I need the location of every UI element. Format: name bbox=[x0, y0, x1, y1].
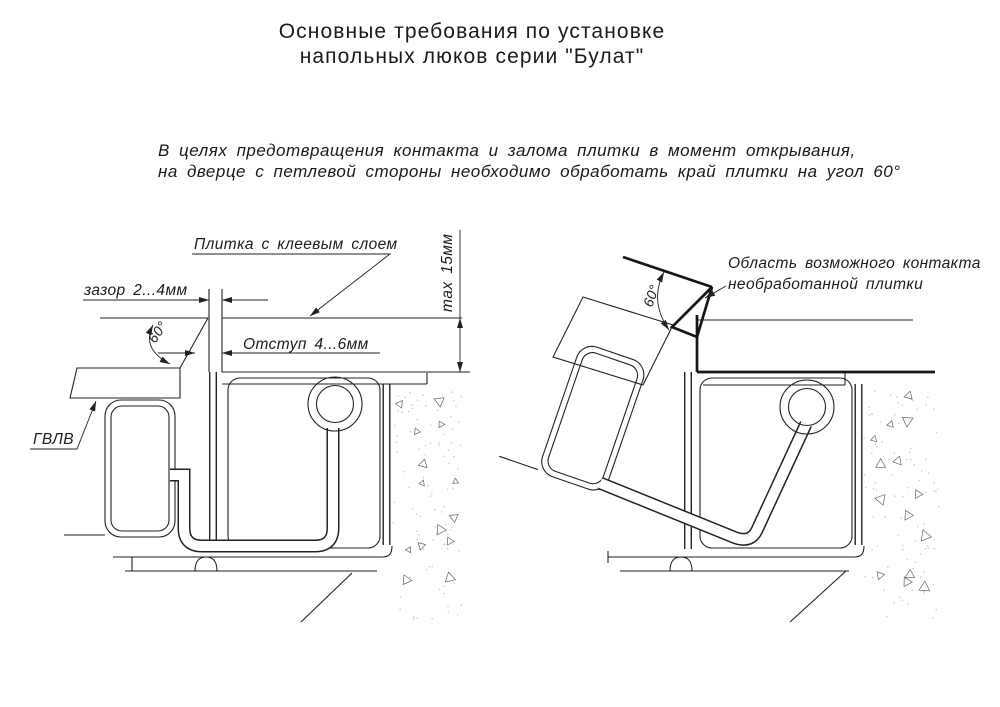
offset-dimension-label: Отступ 4...6мм bbox=[243, 336, 369, 353]
opening-hatch-section bbox=[499, 255, 981, 622]
angle-60-left bbox=[144, 318, 170, 364]
max-thickness-label: max 15мм bbox=[439, 233, 456, 312]
contact-label-line-1: Область возможного контакта bbox=[728, 255, 981, 272]
note-line-1: В целях предотвращения контакта и залома плитки в момент открывания, bbox=[158, 141, 856, 160]
note-line-2: на дверце с петлевой стороны необходимо обработать край плитки на угол 60° bbox=[158, 161, 901, 181]
angle-60-right bbox=[640, 272, 669, 330]
closed-hatch-section bbox=[30, 230, 470, 622]
gvl-callout bbox=[30, 401, 96, 449]
dimension-max-thickness bbox=[439, 230, 460, 372]
door-tube-inner bbox=[111, 406, 169, 531]
concrete-fill-left bbox=[392, 391, 462, 620]
gap-dimension-label: зазор 2...4мм bbox=[84, 282, 188, 299]
angle-label: 60° bbox=[144, 318, 171, 346]
untreated-tile-edge bbox=[623, 257, 712, 287]
tile-bevel-60 bbox=[180, 318, 208, 368]
break-line bbox=[301, 573, 352, 622]
angle-label: 60° bbox=[639, 282, 663, 310]
title-line-2: напольных люков серии "Булат" bbox=[299, 44, 645, 68]
contact-label-line-2: необработанной плитки bbox=[728, 276, 924, 293]
tile-callout bbox=[192, 236, 398, 316]
hinge-pin bbox=[789, 389, 826, 426]
gvl-board-hatch bbox=[70, 368, 180, 398]
frame-bottom-lines bbox=[608, 546, 864, 571]
frame-pan bbox=[228, 378, 380, 548]
tile-label: Плитка с клеевым слоем bbox=[194, 236, 398, 253]
door-tube-tilted bbox=[499, 329, 649, 495]
frame-pan bbox=[700, 378, 852, 548]
hinge-pin bbox=[317, 386, 354, 423]
dimension-offset bbox=[158, 336, 380, 353]
break-line bbox=[790, 571, 846, 622]
door-tile-hatch-tilted bbox=[553, 297, 673, 385]
title-line-1: Основные требования по установке bbox=[278, 20, 666, 43]
contact-area-triangle bbox=[672, 287, 712, 337]
concrete-fill-right bbox=[863, 390, 939, 619]
dimension-gap bbox=[83, 282, 268, 300]
door-tube-profile bbox=[105, 400, 175, 537]
frame-flange bbox=[703, 373, 845, 385]
gvl-label: ГВЛВ bbox=[33, 431, 74, 448]
contact-callout bbox=[705, 255, 981, 298]
